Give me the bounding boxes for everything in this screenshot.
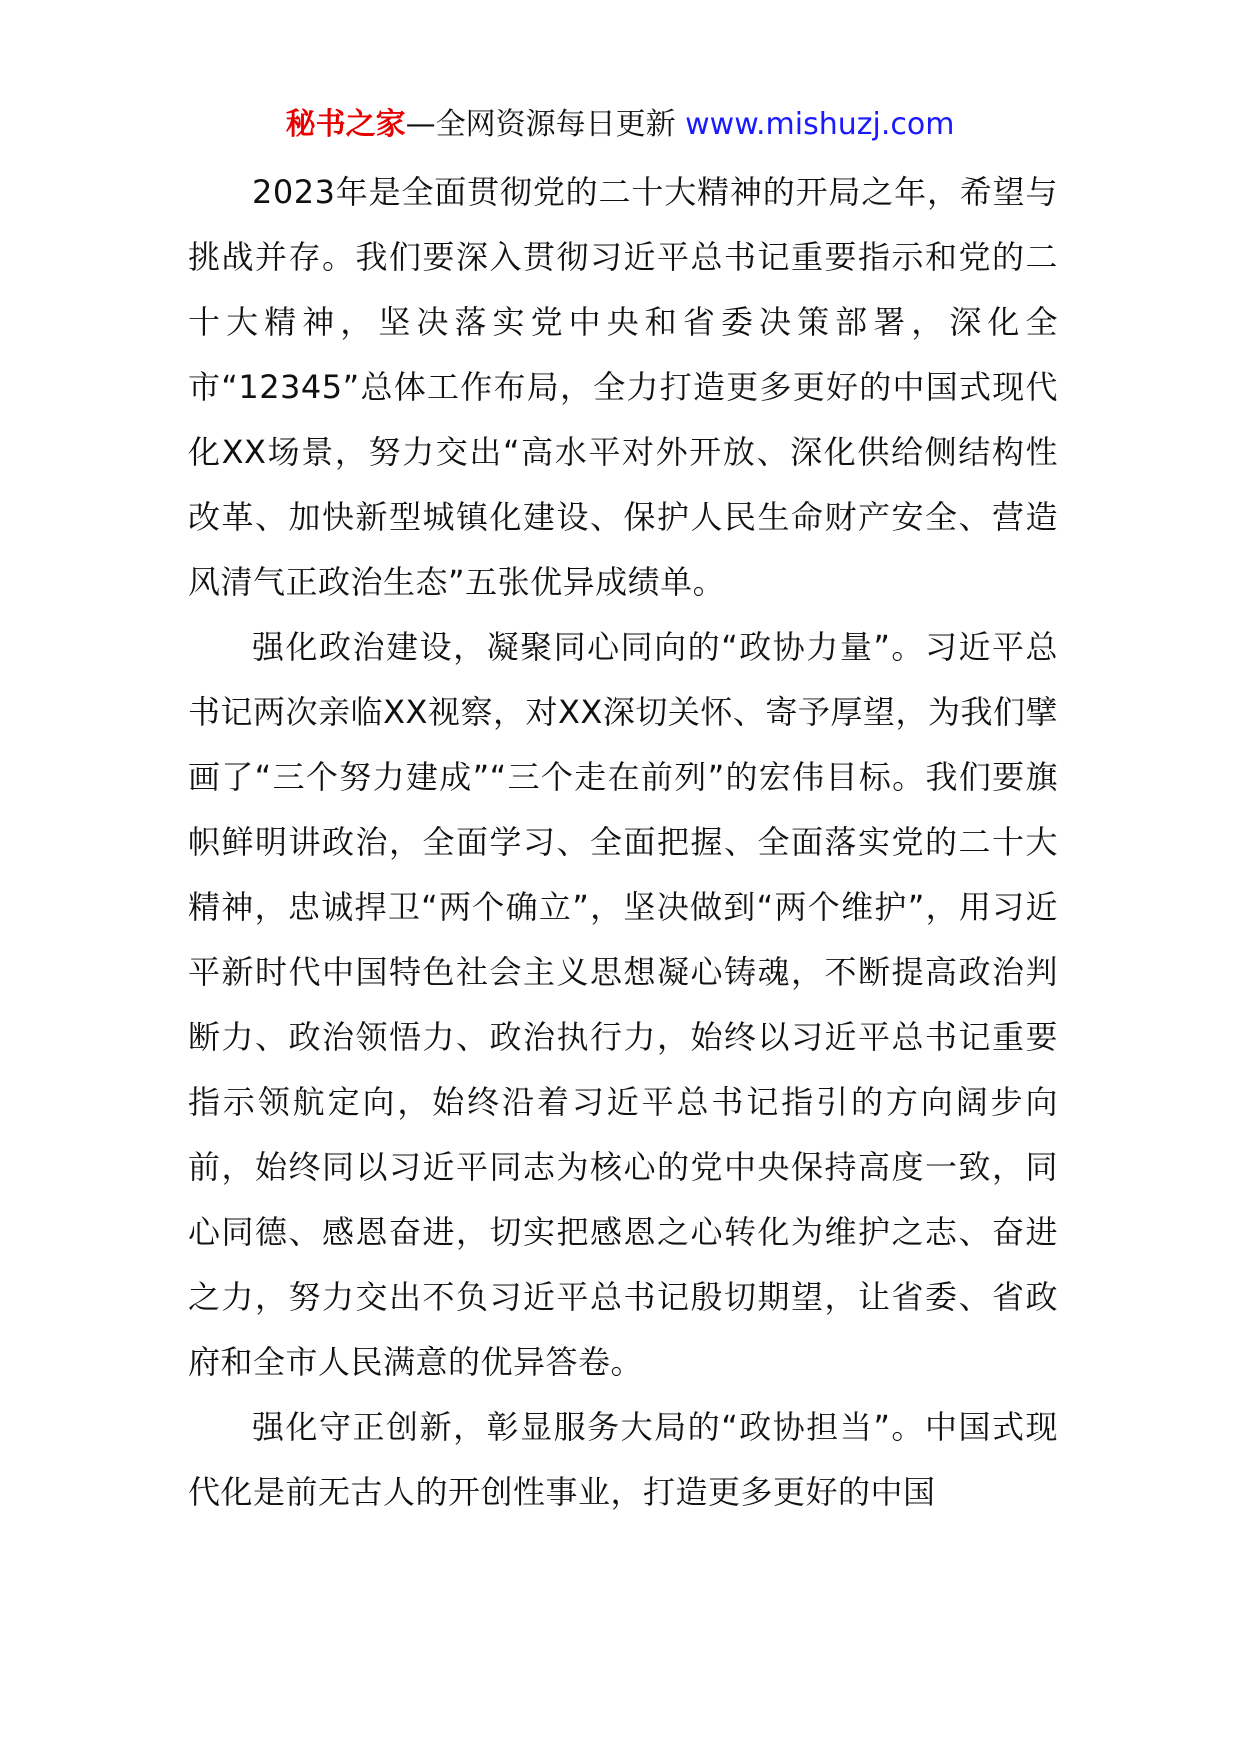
paragraph-1: 2023年是全面贯彻党的二十大精神的开局之年，希望与挑战并存。我们要深入贯彻习近平总书记重要指示和党的二十大精神，坚决落实党中央和省委决策部署，深化全市“12345”总体工作布局，全力打造更多更好的中国式现代化XX场景，努力交出“高水平对外开放、深化供给侧结构性改革、加快新型城镇化建设、保护人民生命财产安全、营造风清气正政治生态”五张优异成绩单。: [188, 173, 1058, 601]
paragraph-2: 强化政治建设，凝聚同心同向的“政协力量”。习近平总书记两次亲临XX视察，对XX深切关怀、寄予厚望，为我们擘画了“三个努力建成”“三个走在前列”的宏伟目标。我们要旗帜鲜明讲政治，全面学习、全面把握、全面落实党的二十大精神，忠诚捍卫“两个确立”，坚决做到“两个维护”，用习近平新时代中国特色社会主义思想凝心铸魂，不断提高政治判断力、政治领悟力、政治执行力，始终以习近平总书记重要指示领航定向，始终沿着习近平总书记指引的方向阔步向前，始终同以习近平同志为核心的党中央保持高度一致，同心同德、感恩奋进，切实把感恩之心转化为维护之志、奋进之力，努力交出不负习近平总书记殷切期望，让省委、省政府和全市人民满意的优异答卷。: [188, 628, 1058, 1381]
page-header: [0, 104, 1240, 146]
site-url-link[interactable]: www.mishuzj.com: [685, 107, 955, 142]
paragraph-3: 强化守正创新，彰显服务大局的“政协担当”。中国式现代化是前无古人的开创性事业，打造更多更好的中国: [188, 1408, 1058, 1511]
header-tagline: —全网资源每日更新: [405, 107, 686, 142]
document-body: [188, 160, 1058, 1525]
brand-name: 秘书之家: [285, 107, 406, 142]
